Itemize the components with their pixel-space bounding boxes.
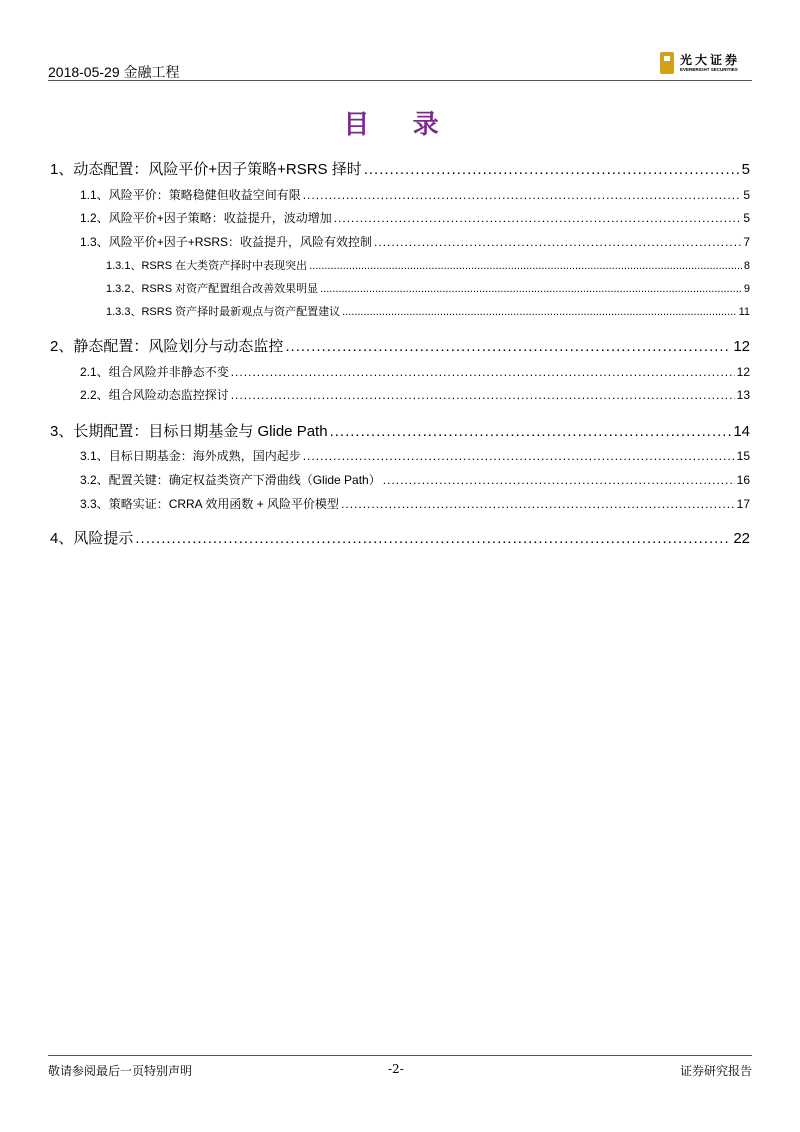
toc-leader-dots [231,365,735,379]
toc-leader-dots [330,423,732,440]
toc-entry[interactable] [106,257,750,273]
toc-entry-label: 风险平价+因子策略：收益提升，波动增加 [108,211,332,225]
toc-entry-number: 3.3、 [80,497,109,511]
toc-entry-page: 12 [736,365,750,379]
toc-entry-number: 1.2、 [80,211,109,225]
toc-entry-label: 组合风险动态监控探讨 [108,388,229,402]
toc-entry-page: 11 [738,306,750,318]
header-date-section: 2018-05-29 金融工程 [48,64,180,80]
toc-entry-page: 12 [733,338,750,355]
toc-entry-page: 22 [733,530,750,547]
toc-entry-label: RSRS 在大类资产择时中表现突出 [141,260,308,272]
toc-title: 目 录 [343,109,457,139]
toc-entry-page: 9 [743,283,750,295]
toc-entry[interactable] [50,335,750,356]
footer-page-number: -2- [388,1062,404,1076]
page-header [48,52,752,80]
toc-entry[interactable] [50,158,750,179]
toc-leader-dots [320,283,742,295]
toc-entry[interactable] [80,209,750,226]
footer-report-type: 证券研究报告 [679,1064,752,1078]
toc-entry-page: 7 [743,235,750,249]
toc-entry-number: 2.2、 [80,388,109,402]
toc-leader-dots [303,188,742,202]
everbright-logo [660,52,752,76]
toc-entry[interactable] [80,471,750,488]
toc-entry-number: 4、 [50,530,74,547]
toc-entry-number: 2.1、 [80,365,109,379]
toc-leader-dots [374,235,741,249]
toc-entry-number: 1.3、 [80,235,109,249]
toc-entry-label: RSRS 资产择时最新观点与资产配置建议 [141,306,341,318]
toc-entry[interactable] [80,186,750,203]
toc-entry[interactable] [80,447,750,464]
header-divider [48,80,752,81]
toc-entry[interactable] [50,420,750,441]
toc-entry-number: 1.3.1、 [106,260,142,272]
toc-leader-dots [309,260,742,272]
toc-entry-label: RSRS 对资产配置组合改善效果明显 [141,283,319,295]
toc-entry-number: 1、 [50,161,74,178]
toc-entry-number: 1.3.3、 [106,306,142,318]
toc-entry-label: 风险提示 [73,530,134,547]
toc-entry-number: 3.2、 [80,473,109,487]
toc-entry-number: 3、 [50,423,74,440]
footer-divider [48,1055,752,1056]
toc-entry-number: 3.1、 [80,449,109,463]
toc-leader-dots [342,306,736,318]
toc-entry-label: 组合风险并非静态不变 [108,365,229,379]
toc-entry-page: 5 [743,211,750,225]
toc-entry-page: 16 [736,473,750,487]
footer-disclaimer: 敬请参阅最后一页特别声明 [48,1064,193,1078]
toc-entry-label: 长期配置：目标日期基金与 Glide Path [73,423,328,440]
logo-cn-text: 光大证券 [680,53,741,67]
toc-entry-label: 静态配置：风险划分与动态监控 [73,338,284,355]
toc-entry-label: 动态配置：风险平价+因子策略+RSRS 择时 [73,161,362,178]
toc-entry-number: 2、 [50,338,74,355]
toc-entry-page: 15 [736,449,750,463]
toc-leader-dots [285,338,731,355]
toc-leader-dots [364,161,740,178]
toc-entry[interactable] [50,527,750,548]
toc-leader-dots [231,388,735,402]
toc-entry-number: 1.1、 [80,188,109,202]
toc-entry[interactable] [80,495,750,512]
toc-leader-dots [341,497,735,511]
toc-leader-dots [303,449,735,463]
toc-entry-label: 风险平价+因子+RSRS：收益提升，风险有效控制 [108,235,373,249]
toc-leader-dots [334,211,742,225]
toc-entry[interactable] [80,233,750,250]
toc-entry[interactable] [106,280,750,296]
toc-entry[interactable] [80,363,750,380]
toc-entry-page: 8 [743,260,750,272]
toc-entry-page: 13 [736,388,750,402]
toc-entry-page: 14 [733,423,750,440]
toc-entry-number: 1.3.2、 [106,283,142,295]
toc-entry[interactable] [106,303,750,319]
toc-entry-label: 配置关键：确定权益类资产下滑曲线（Glide Path） [108,473,381,487]
toc-entry-label: 策略实证：CRRA 效用函数 + 风险平价模型 [108,497,340,511]
toc-entry-page: 5 [743,188,750,202]
toc-entry-page: 17 [736,497,750,511]
logo-mark-icon [660,52,674,74]
toc-entry[interactable] [80,386,750,403]
toc-entry-label: 风险平价：策略稳健但收益空间有限 [108,188,301,202]
toc-entry-label: 目标日期基金：海外成熟，国内起步 [108,449,301,463]
logo-en-text: EVERBRIGHT SECURITIES [680,67,738,72]
toc-leader-dots [383,473,735,487]
toc-entry-page: 5 [741,161,750,178]
toc-leader-dots [135,530,731,547]
